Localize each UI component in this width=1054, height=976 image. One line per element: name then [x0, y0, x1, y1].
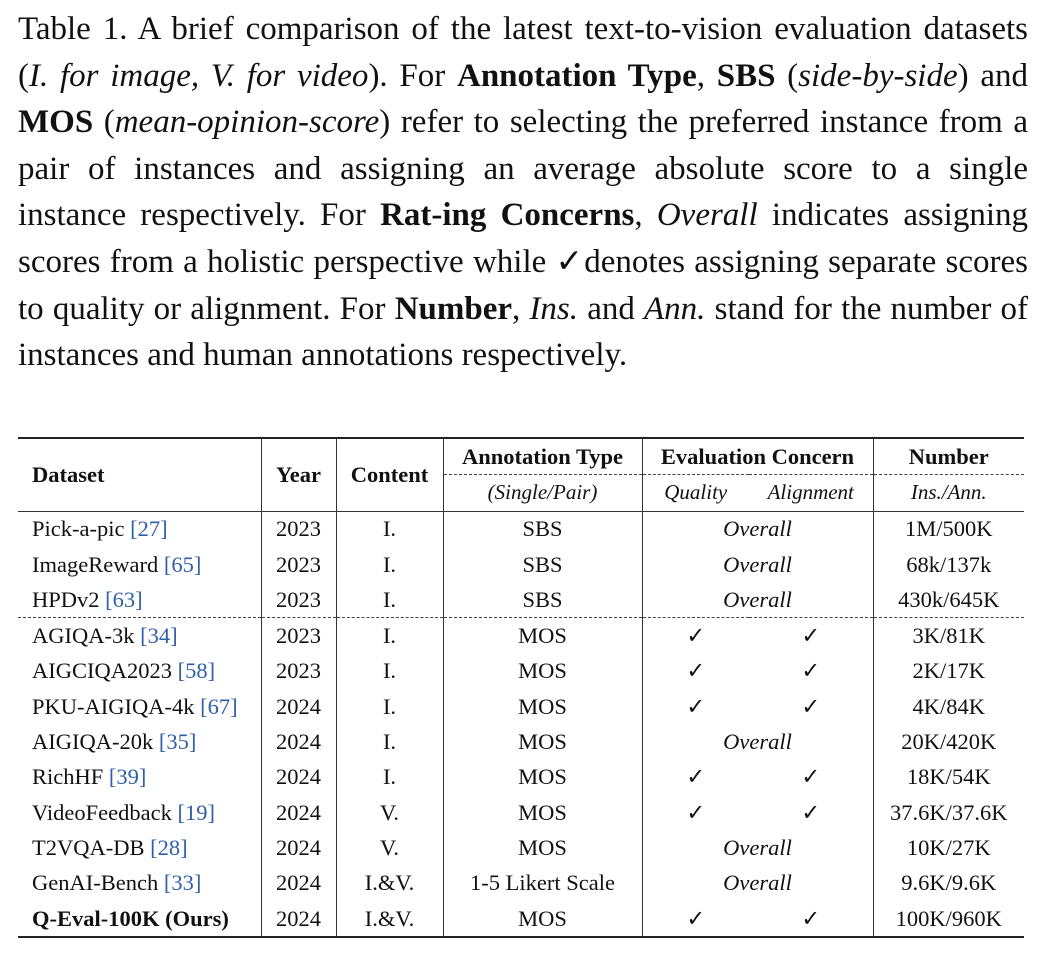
content-cell: I.&V.	[336, 866, 443, 901]
alignment-check-icon: ✓	[749, 760, 873, 795]
number-cell: 68k/137k	[906, 551, 992, 577]
citation-ref[interactable]: [28]	[150, 834, 188, 860]
header-alignment: Alignment	[749, 475, 873, 511]
annotation-type-cell: MOS	[443, 689, 642, 724]
alignment-check-icon: ✓	[749, 795, 873, 830]
dataset-name-cell	[18, 724, 261, 759]
annotation-type-cell: MOS	[443, 830, 642, 865]
citation-ref[interactable]: [33]	[163, 870, 202, 896]
content-cell: I.	[336, 511, 443, 547]
content-cell: I.	[336, 654, 443, 689]
header-number: Number	[873, 438, 1024, 475]
dataset-name-cell	[18, 689, 261, 724]
overall-cell: Overall	[642, 866, 873, 901]
quality-check-icon: ✓	[686, 764, 706, 790]
content-cell: I.&V.	[336, 901, 443, 937]
header-quality: Quality	[642, 475, 749, 511]
annotation-type-cell: SBS	[443, 547, 642, 582]
comparison-table	[18, 437, 1024, 938]
year-cell: 2023	[261, 582, 336, 618]
dataset-name-cell	[18, 760, 261, 795]
citation-ref[interactable]: [67]	[200, 693, 238, 719]
number-cell: 37.6K/37.6K	[890, 799, 1008, 825]
overall-cell: Overall	[642, 724, 873, 759]
year-cell: 2024	[261, 724, 336, 759]
dataset-name: PKU-AIGIQA-4k	[32, 693, 195, 719]
content-cell: I.	[336, 760, 443, 795]
content-cell: I.	[336, 582, 443, 618]
year-cell: 2024	[261, 689, 336, 724]
content-cell: I.	[336, 547, 443, 582]
dataset-name: RichHF	[32, 764, 104, 790]
annotation-type-cell: MOS	[443, 795, 642, 830]
table-row	[18, 511, 1024, 547]
annotation-type-cell: MOS	[443, 724, 642, 759]
number-cell: 430k/645K	[873, 582, 1024, 618]
dataset-name-cell	[18, 866, 261, 901]
table-row	[18, 866, 1024, 901]
alignment-check-icon: ✓	[749, 689, 873, 724]
table-row	[18, 654, 1024, 689]
number-cell: 3K/81K	[912, 623, 985, 649]
quality-check-icon: ✓	[686, 623, 706, 649]
number-cell: 20K/420K	[901, 729, 997, 755]
number-cell: 100K/960K	[873, 901, 1024, 937]
quality-check-icon: ✓	[686, 658, 706, 684]
number-cell: 10K/27K	[906, 834, 991, 860]
table-row	[18, 760, 1024, 795]
header-evaluation-concern: Evaluation Concern	[642, 438, 873, 475]
content-cell: I.	[336, 689, 443, 724]
citation-ref[interactable]: [27]	[130, 516, 168, 542]
citation-ref[interactable]: [34]	[140, 623, 178, 649]
year-cell: 2024	[261, 866, 336, 901]
alignment-check-icon: ✓	[749, 654, 873, 689]
table-row	[18, 901, 1024, 937]
overall-cell: Overall	[642, 511, 873, 547]
quality-check-icon: ✓	[686, 799, 706, 825]
caption-label: Table 1.	[18, 11, 128, 47]
citation-ref[interactable]: [63]	[105, 586, 143, 612]
content-cell: I.	[336, 724, 443, 759]
citation-ref[interactable]: [58]	[177, 658, 216, 684]
dataset-name: GenAI-Bench	[32, 870, 159, 896]
citation-ref[interactable]: [19]	[177, 799, 215, 825]
dataset-name-cell	[18, 547, 261, 582]
header-annotation-sub: (Single/Pair)	[443, 475, 642, 511]
overall-cell: Overall	[642, 582, 873, 618]
dataset-name-cell	[18, 901, 261, 937]
dataset-name: HPDv2	[32, 586, 100, 612]
table-row	[18, 795, 1024, 830]
header-dataset: Dataset	[18, 438, 261, 511]
overall-cell: Overall	[642, 830, 873, 865]
dataset-name: AIGIQA-20k	[32, 729, 154, 755]
annotation-type-cell: MOS	[443, 618, 642, 654]
citation-ref[interactable]: [65]	[163, 551, 202, 577]
dataset-name-cell	[18, 654, 261, 689]
content-cell: V.	[336, 830, 443, 865]
citation-ref[interactable]: [39]	[108, 764, 147, 790]
alignment-check-icon: ✓	[749, 618, 873, 654]
header-number-sub: Ins./Ann.	[873, 475, 1024, 511]
table-row	[18, 724, 1024, 759]
year-cell: 2024	[261, 795, 336, 830]
year-cell: 2023	[261, 654, 336, 689]
header-row-1	[18, 438, 1024, 475]
content-cell: V.	[336, 795, 443, 830]
header-content: Content	[336, 438, 443, 511]
annotation-type-cell: MOS	[443, 760, 642, 795]
header-year: Year	[261, 438, 336, 511]
citation-ref[interactable]: [35]	[158, 729, 197, 755]
overall-cell: Overall	[642, 547, 873, 582]
dataset-name: Q-Eval-100K (Ours)	[32, 905, 229, 931]
dataset-name-cell	[18, 830, 261, 865]
table-row	[18, 547, 1024, 582]
number-cell: 1M/500K	[904, 516, 993, 542]
dataset-name: AGIQA-3k	[32, 623, 135, 649]
dataset-name-cell	[18, 795, 261, 830]
quality-check-icon: ✓	[642, 901, 749, 937]
alignment-check-icon: ✓	[749, 901, 873, 937]
year-cell: 2024	[261, 901, 336, 937]
table-caption: Table 1. A brief comparison of the latest text-to-vision evaluation datasets (I. for image, V. for video). For Annotation Type, SBS (side-by-side) and MOS (mean-opinion-score) refer to selecting the preferred instance from a pair of instances and assigning an average absolute score to a single instance respectively. For Rat-ing Concerns, Overall indicates assigning scores from a holistic perspective while ✓denotes assigning separate scores to quality or alignment. For Number, Ins. and Ann. stand for the number of instances and human annotations respectively.	[18, 11, 1029, 374]
dataset-name-cell	[18, 511, 261, 547]
number-cell: 4K/84K	[912, 693, 985, 719]
number-cell: 2K/17K	[912, 658, 985, 684]
header-annotation-type: Annotation Type	[443, 438, 642, 475]
dataset-name: VideoFeedback	[32, 799, 172, 825]
table-body	[18, 511, 1024, 937]
dataset-name-cell	[18, 582, 261, 618]
year-cell: 2023	[261, 618, 336, 654]
table-row	[18, 618, 1024, 654]
dataset-name: T2VQA-DB	[32, 834, 145, 860]
number-cell: 9.6K/9.6K	[901, 870, 997, 896]
annotation-type-cell: 1-5 Likert Scale	[443, 866, 642, 901]
dataset-name: ImageReward	[32, 551, 159, 577]
year-cell: 2024	[261, 830, 336, 865]
table-row	[18, 689, 1024, 724]
dataset-name: Pick-a-pic	[32, 516, 125, 542]
year-cell: 2023	[261, 511, 336, 547]
dataset-name: AIGCIQA2023	[32, 658, 172, 684]
number-cell: 18K/54K	[906, 764, 991, 790]
content-cell: I.	[336, 618, 443, 654]
annotation-type-cell: SBS	[443, 582, 642, 618]
annotation-type-cell: SBS	[443, 511, 642, 547]
dataset-name-cell	[18, 618, 261, 654]
table-row	[18, 582, 1024, 618]
quality-check-icon: ✓	[686, 693, 706, 719]
annotation-type-cell: MOS	[443, 654, 642, 689]
year-cell: 2024	[261, 760, 336, 795]
year-cell: 2023	[261, 547, 336, 582]
annotation-type-cell: MOS	[443, 901, 642, 937]
table-row	[18, 830, 1024, 865]
